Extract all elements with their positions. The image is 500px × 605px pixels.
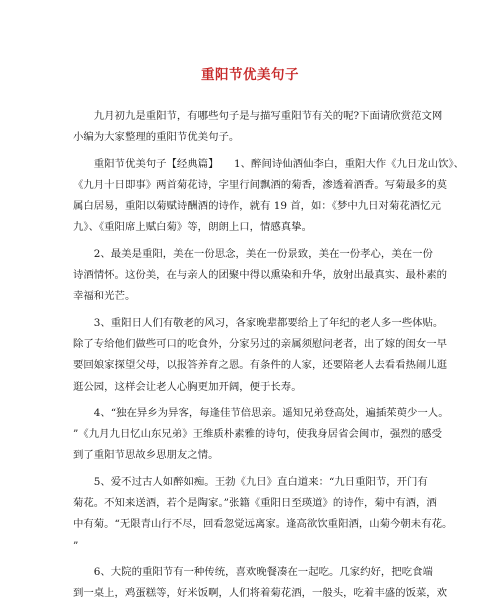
text-line: 重阳节优美句子【经典篇】 1、醉间诗仙酒仙李白，重阳大作《九日龙山饮》、 bbox=[73, 157, 465, 170]
text-line: 九》、《重阳席上赋白菊》等，朗朗上口，情感真挚。 bbox=[73, 221, 312, 234]
text-line: 要回娘家探望父母，以报答养育之恩。有条件的人家，还要陪老人去看看热闹儿逛 bbox=[73, 359, 448, 372]
text-line: 6、大院的重阳节有一种传统，喜欢晚餐凑在一起吃。几家约好，把吃食端 bbox=[73, 565, 433, 578]
text-line: ”《九月九日忆山东兄弟》王维质朴素雅的诗句，使我身居省会闽市，强烈的感受 bbox=[73, 428, 442, 441]
paragraph-5 bbox=[73, 472, 453, 557]
text-line: 4、“独在异乡为异客，每逢佳节倍思亲。遥知兄弟登高处，遍插茱萸少一人。 bbox=[73, 406, 449, 419]
text-line: 诗酒情怀。这份美，在与亲人的团聚中得以熏染和升华，放射出最真实、最朴素的 bbox=[73, 269, 448, 282]
text-line: ” bbox=[73, 539, 79, 552]
text-line: 小编为大家整理的重阳节优美句子。 bbox=[73, 131, 240, 144]
text-line: 逛公园，这样会让老人心胸更加开阔，便于长寿。 bbox=[73, 380, 302, 393]
text-line: 2、最美是重阳，美在一份思念，美在一份景致，美在一份孝心，美在一份 bbox=[73, 247, 433, 260]
text-line: 《九月十日即事》两首菊花诗，字里行间飘酒的菊香，渗透着酒香。写菊最多的莫 bbox=[73, 178, 448, 191]
text-line: 属白居易，重阳以菊赋诗酬酒的诗作，就有 19 首，如：《梦中九日对菊花酒忆元 bbox=[73, 200, 441, 213]
text-line: 除了专给他们做些可口的吃食外，分家另过的亲属须慰问老者，出了嫁的闺女一早 bbox=[73, 337, 448, 350]
text-line: 到一桌上，鸡蛋糕等，好米饭啊，人们将着菊花酒，一般头，吃着丰盛的饭菜，欢 bbox=[73, 587, 448, 600]
text-line: 3、重阳日人们有敬老的风习，各家晚辈都要给上了年纪的老人多一些体贴。 bbox=[73, 316, 444, 329]
document-body bbox=[73, 106, 465, 605]
text-line: 中有菊。“无限青山行不尽，回看忽觉远离家。逢高欲饮重阳酒，山菊今朝未有花。 bbox=[73, 518, 453, 531]
text-line: 到了重阳节思故乡思朋友之情。 bbox=[73, 449, 219, 462]
text-line: 菊花。不知来送酒，若个是陶家。”张籍《重阳日至瑛道》的诗作，菊中有酒，酒 bbox=[73, 497, 437, 510]
paragraph-2 bbox=[73, 244, 448, 308]
text-line: 5、爱不过古人如醉如痴。王勃《九日》直白道来：“九日重阳节，开门有 bbox=[73, 475, 428, 488]
text-line: 九月初九是重阳节，有哪些句子是与描写重阳节有关的呢?下面请欣赏范文网 bbox=[73, 110, 443, 122]
paragraph-6 bbox=[73, 562, 448, 605]
paragraph-3 bbox=[73, 313, 448, 398]
paragraph-4 bbox=[73, 403, 449, 467]
text-line: 幸福和光芒。 bbox=[73, 290, 136, 303]
document-title: 重阳节优美句子 bbox=[201, 67, 299, 83]
paragraph-1 bbox=[73, 154, 465, 239]
paragraph-intro bbox=[73, 106, 445, 149]
